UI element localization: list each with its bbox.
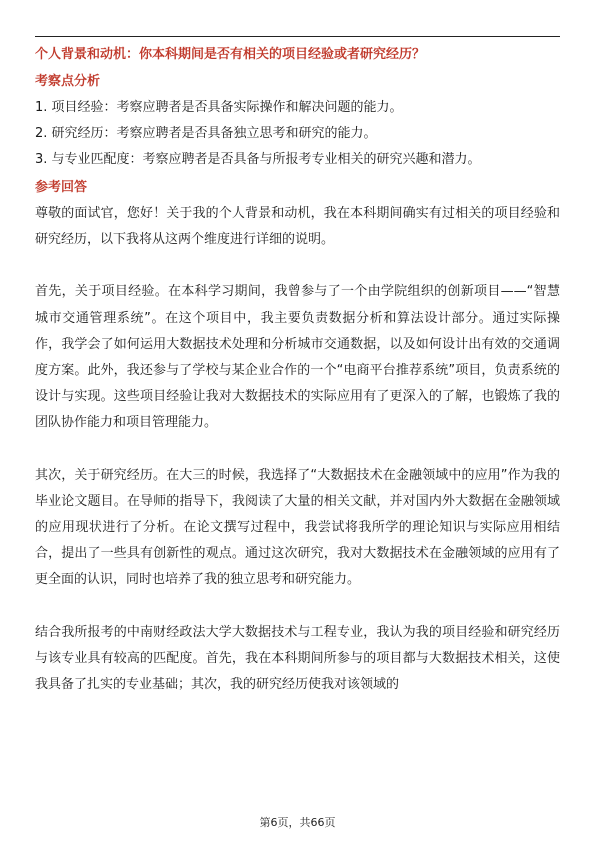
page-number: 第6页，共66页 <box>259 816 336 829</box>
analysis-point: 3. 与专业匹配度：考察应聘者是否具备与所报考专业相关的研究兴趣和潜力。 <box>35 152 481 167</box>
answer-label: 参考回答 <box>35 180 88 195</box>
question-heading: 个人背景和动机：你本科期间是否有相关的项目经验或者研究经历？ <box>35 47 426 62</box>
analysis-label: 考察点分析 <box>35 74 101 89</box>
paragraph-spacer <box>35 253 560 279</box>
analysis-point: 1. 项目经验：考察应聘者是否具备实际操作和解决问题的能力。 <box>35 100 403 115</box>
answer-paragraph: 尊敬的面试官，您好！关于我的个人背景和动机，我在本科期间确实有过相关的项目经验和研究经历，以下我将从这两个维度进行详细的说明。 <box>35 206 560 248</box>
answer-paragraph: 结合我所报考的中南财经政法大学大数据技术与工程专业，我认为我的项目经验和研究经历与该专业具有较高的匹配度。首先，我在本科期间所参与的项目都与大数据技术相关，这使我具备了扎实的专业基础；其次，我的研究经历使我对该领域的 <box>35 624 560 693</box>
analysis-point: 2. 研究经历：考察应聘者是否具备独立思考和研究的能力。 <box>35 126 377 141</box>
page-content <box>35 44 560 698</box>
paragraph-spacer <box>35 437 560 463</box>
answer-paragraph: 其次，关于研究经历。在大三的时候，我选择了“大数据技术在金融领域中的应用”作为我的毕业论文题目。在导师的指导下，我阅读了大量的相关文献，并对国内外大数据在金融领域的应用现状进行了分析。在论文撰写过程中，我尝试将我所学的理论知识与实际应用相结合，提出了一些具有创新性的观点。通过这次研究，我对大数据技术在金融领域的应用有了更全面的认识，同时也培养了我的独立思考和研究能力。 <box>35 467 560 588</box>
paragraph-spacer <box>35 594 560 620</box>
header-rule <box>35 36 560 37</box>
answer-paragraph: 首先，关于项目经验。在本科学习期间，我曾参与了一个由学院组织的创新项目——“智慧城市交通管理系统”。在这个项目中，我主要负责数据分析和算法设计部分。通过实际操作，我学会了如何运用大数据技术处理和分析城市交通数据，以及如何设计出有效的交通调度方案。此外，我还参与了学校与某企业合作的一个“电商平台推荐系统”项目，负责系统的设计与实现。这些项目经验让我对大数据技术的实际应用有了更深入的了解，也锻炼了我的团队协作能力和项目管理能力。 <box>35 284 560 431</box>
